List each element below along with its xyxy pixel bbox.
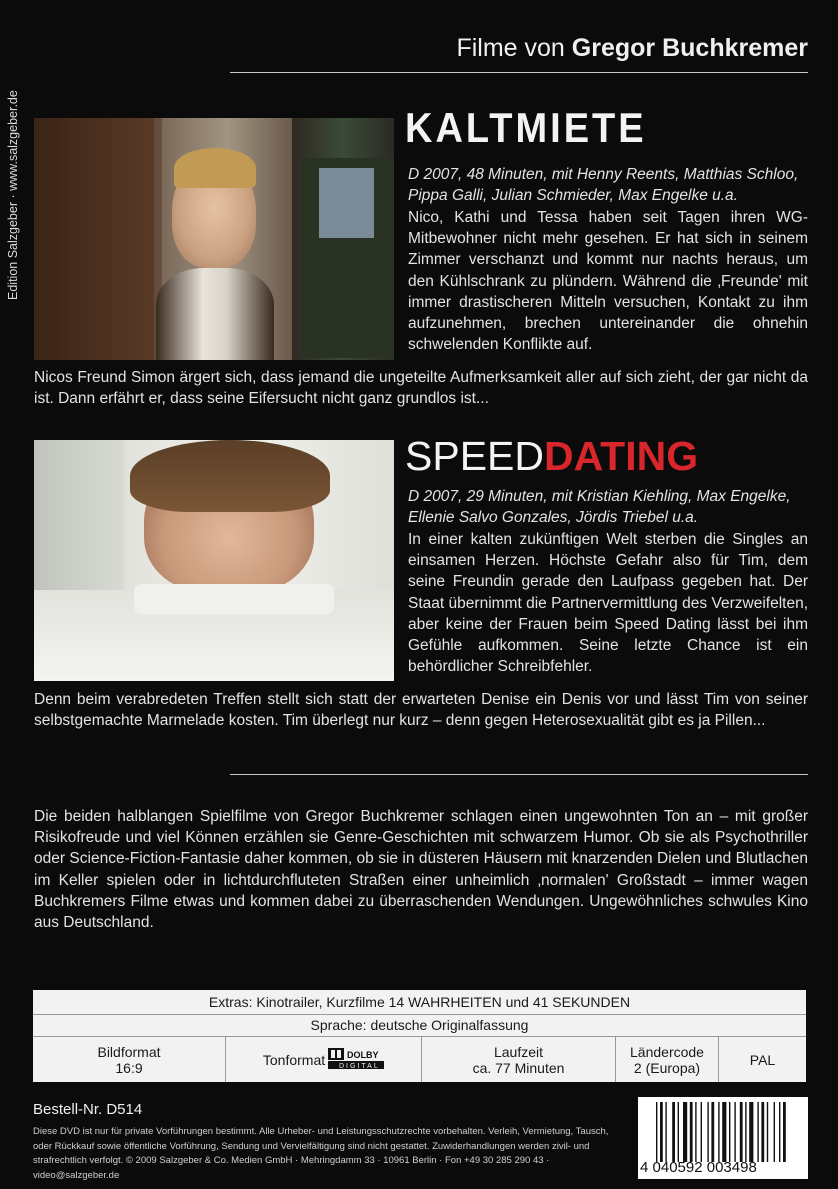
spec-norm: [719, 1037, 806, 1082]
spec-laendercode-label: Ländercode: [630, 1043, 704, 1060]
header-rule: [230, 72, 808, 73]
kaltmiete-synopsis-part2: Nicos Freund Simon ärgert sich, dass jemand die ungeteilte Aufmerksamkeit aller auf sich zieht, der gar nicht da ist. Dann erfährt er, dass seine Eifersucht nicht ganz grundlos ist...: [34, 369, 808, 408]
specs-language: Sprache: deutsche Originalfassung: [33, 1015, 806, 1037]
header-director: Gregor Buchkremer: [571, 34, 808, 62]
page-header: [456, 34, 808, 63]
speeddating-synopsis-part2: Denn beim verabredeten Treffen stellt sich statt der erwarteten Denise ein Denis vor und lässt Tim von seiner selbstgemachte Marmelade kosten. Tim überlegt nur kurz – denn gegen Heterosexualität gibt es ja Pillen...: [34, 691, 808, 730]
spec-bildformat: [33, 1037, 226, 1082]
side-text: Edition Salzgeber · www.salzgeber.de: [6, 90, 20, 300]
kaltmiete-still-image: [34, 118, 394, 360]
legal-notice: Diese DVD ist nur für private Vorführungen bestimmt. Alle Urheber- und Leistungsschutzrechte vorbehalten. Verleih, Vermietung, Tausch, oder Rückkauf sowie öffentliche Vorführung, Sendung und Vervielfältigung sind nicht gestattet. Zuwiderhandlungen werden zivil- und strafrechtlich verfolgt. © 2009 Salzgeber & Co. Medien GmbH · Mehringdamm 33 · 10961 Berlin · Fon +49 30 285 290 43 · video@salzgeber.de: [33, 1126, 609, 1181]
spec-laufzeit: [422, 1037, 616, 1082]
order-number: Bestell-Nr. D514: [33, 1101, 143, 1118]
dolby-text: DOLBY: [347, 1050, 379, 1060]
speeddating-synopsis-part1: In einer kalten zukünftigen Welt sterben die Singles an einsamen Herzen. Höchste Gefahr also für Tim, dem seine Freundin gerade den Laufpass gegeben hat. Der Staat übernimmt die Partnervermittlung des Verzweifelten, aber keine der Frauen beim Speed Dating lässt bei ihm Gefühle aufkommen. Seine letzte Chance ist ein behördlicher Schreibfehler.: [408, 531, 808, 676]
spec-laendercode-value: 2 (Europa): [633, 1059, 701, 1076]
kaltmiete-title: KALTMIETE: [405, 105, 647, 153]
spec-norm-value: PAL: [749, 1051, 776, 1068]
specs-box: [33, 990, 806, 1082]
speeddating-credits: D 2007, 29 Minuten, mit Kristian Kiehling, Max Engelke, Ellenie Salvo Gonzales, Jördis Triebel u.a.: [408, 488, 791, 527]
barcode-number: 4 040592 003498: [640, 1159, 757, 1176]
speeddating-title-speed: SPEED: [405, 433, 544, 479]
digital-text: DIGITAL: [339, 1063, 380, 1069]
speeddating-still-image: [34, 440, 394, 681]
barcode: [638, 1097, 808, 1179]
speeddating-title: [405, 433, 698, 480]
kaltmiete-credits: D 2007, 48 Minuten, mit Henny Reents, Matthias Schloo, Pippa Galli, Julian Schmieder, Max Engelke u.a.: [408, 166, 799, 205]
spec-tonformat: [226, 1037, 422, 1082]
spec-tonformat-label: Tonformat: [262, 1051, 326, 1068]
dolby-digital-logo: [328, 1047, 384, 1072]
spec-laufzeit-value: ca. 77 Minuten: [472, 1059, 565, 1076]
kaltmiete-synopsis-part1: Nico, Kathi und Tessa haben seit Tagen ihren WG-Mitbewohner nicht mehr gesehen. Er hat sich in seinem Zimmer verschanzt und kommt nur nachts heraus, um den Kühlschrank zu plündern. Während die ‚Freunde' mit immer drastischeren Mitteln versuchen, Kontakt zu ihm aufzunehmen, brechen untereinander die ohnehin schwelenden Konflikte auf.: [408, 209, 808, 354]
spec-bildformat-label: Bildformat: [97, 1043, 161, 1060]
specs-row: [33, 1037, 806, 1082]
spec-laufzeit-label: Laufzeit: [493, 1043, 544, 1060]
speeddating-title-dating: DATING: [544, 433, 699, 479]
spec-bildformat-value: 16:9: [115, 1059, 143, 1076]
header-prefix: Filme von: [456, 34, 565, 62]
summary-text: Die beiden halblangen Spielfilme von Gregor Buchkremer schlagen einen ungewohnten Ton an – mit großer Risikofreude und viel Können erzählen sie Genre-Geschichten mit schwarzem Humor. Ob sie als Psychothriller oder Science-Fiction-Fantasie daher kommen, ob sie in düsteren Häusern mit knarzenden Dielen und Blutlachen im Keller spielen oder in lichtdurchfluteten Straßen einer unheimlich ‚normalen' Großstadt – immer wagen Buchkremers Filme etwas und kommen dabei zu überraschenden Wendungen. Ungewöhnliches schwules Kino aus Deutschland.: [34, 808, 808, 932]
specs-extras: Extras: Kinotrailer, Kurzfilme 14 WAHRHEITEN und 41 SEKUNDEN: [33, 990, 806, 1015]
section-rule: [230, 774, 808, 775]
spec-laendercode: [616, 1037, 719, 1082]
side-publisher-text: [2, 30, 28, 310]
barcode-bars: [656, 1102, 802, 1162]
